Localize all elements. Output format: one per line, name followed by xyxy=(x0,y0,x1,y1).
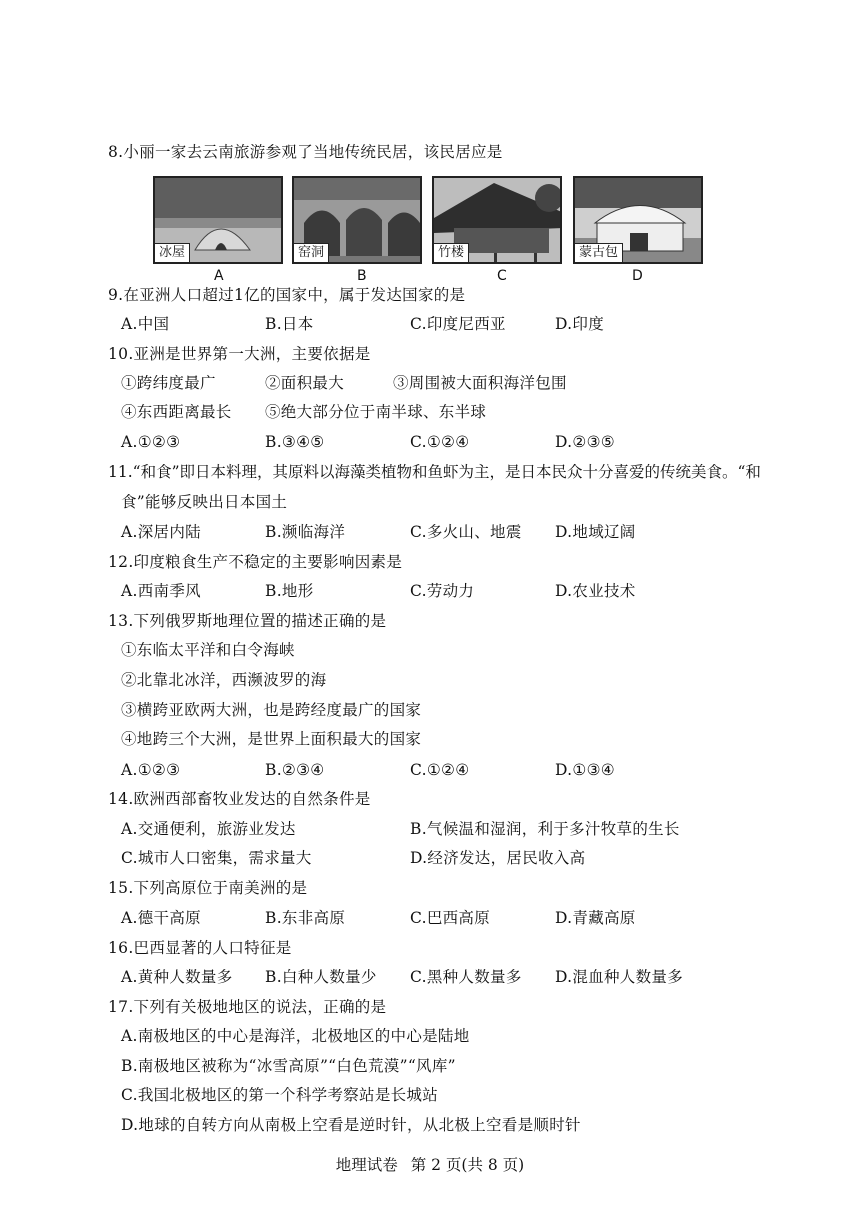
q13-option-a: A.①②③ xyxy=(121,761,181,779)
q9-option-a: A.中国 xyxy=(121,315,170,333)
q9-option-b: B.日本 xyxy=(265,315,314,333)
q13-item: ③横跨亚欧两大洲，也是跨经度最广的国家 xyxy=(121,701,422,719)
igloo-photo xyxy=(153,176,283,264)
q10-option-b: B.③④⑤ xyxy=(265,433,325,451)
q12-option-c: C.劳动力 xyxy=(410,582,475,600)
q13-item: ①东临太平洋和白令海峡 xyxy=(121,641,295,659)
q11-stem-line1: 11.“和食”即日本料理，其原料以海藻类植物和鱼虾为主，是日本民众十分喜爱的传统美食。“和 xyxy=(108,463,761,481)
q14-option-c: C.城市人口密集，需求量大 xyxy=(121,849,312,867)
option-letter: B xyxy=(357,268,367,284)
q15-option-d: D.青藏高原 xyxy=(555,909,636,927)
q14-option-a: A.交通便利，旅游业发达 xyxy=(121,820,296,838)
q10-item: ⑤绝大部分位于南半球、东半球 xyxy=(265,403,487,421)
q10-option-c: C.①②④ xyxy=(410,433,470,451)
q11-option-c: C.多火山、地震 xyxy=(410,523,522,541)
q15-stem: 15.下列高原位于南美洲的是 xyxy=(108,879,308,897)
q12-option-b: B.地形 xyxy=(265,582,314,600)
cave-dwelling-photo xyxy=(292,176,422,264)
footer-page-number: 第 2 页(共 8 页) xyxy=(410,1156,525,1174)
q9-option-d: D.印度 xyxy=(555,315,605,333)
q16-stem: 16.巴西显著的人口特征是 xyxy=(108,939,292,957)
q14-option-d: D.经济发达，居民收入高 xyxy=(410,849,586,867)
bamboo-house-photo xyxy=(432,176,562,264)
q14-stem: 14.欧洲西部畜牧业发达的自然条件是 xyxy=(108,790,371,808)
option-letter: D xyxy=(632,268,643,284)
q12-option-d: D.农业技术 xyxy=(555,582,636,600)
q11-option-a: A.深居内陆 xyxy=(121,523,201,541)
q12-option-a: A.西南季风 xyxy=(121,582,201,600)
q9-stem: 9.在亚洲人口超过1亿的国家中，属于发达国家的是 xyxy=(108,286,466,304)
q15-option-a: A.德干高原 xyxy=(121,909,201,927)
q10-stem: 10.亚洲是世界第一大洲，主要依据是 xyxy=(108,345,371,363)
option-letter: A xyxy=(214,268,224,284)
yurt-photo xyxy=(573,176,703,264)
q14-option-b: B.气候温和湿润，利于多汁牧草的生长 xyxy=(410,820,680,838)
q16-option-b: B.白种人数量少 xyxy=(265,968,377,986)
q10-option-d: D.②③⑤ xyxy=(555,433,615,451)
q10-item: ①跨纬度最广 xyxy=(121,374,216,392)
page-footer xyxy=(0,1153,860,1175)
q17-option-a: A.南极地区的中心是海洋，北极地区的中心是陆地 xyxy=(121,1027,470,1045)
photo-tag: 竹楼 xyxy=(434,243,469,262)
q13-item: ④地跨三个大洲，是世界上面积最大的国家 xyxy=(121,730,422,748)
q16-option-c: C.黑种人数量多 xyxy=(410,968,522,986)
footer-subject: 地理试卷 xyxy=(335,1156,398,1174)
q17-stem: 17.下列有关极地地区的说法，正确的是 xyxy=(108,998,387,1016)
q12-stem: 12.印度粮食生产不稳定的主要影响因素是 xyxy=(108,553,403,571)
photo-tag: 蒙古包 xyxy=(575,243,623,262)
q8-stem: 8.小丽一家去云南旅游参观了当地传统民居，该民居应是 xyxy=(108,143,503,161)
option-letter: C xyxy=(497,268,507,284)
q10-item: ④东西距离最长 xyxy=(121,403,232,421)
q15-option-b: B.东非高原 xyxy=(265,909,346,927)
q9-option-c: C.印度尼西亚 xyxy=(410,315,506,333)
q17-option-c: C.我国北极地区的第一个科学考察站是长城站 xyxy=(121,1086,439,1104)
photo-tag: 窑洞 xyxy=(294,243,329,262)
q17-option-b: B.南极地区被称为“冰雪高原”“白色荒漠”“风库” xyxy=(121,1057,456,1075)
q13-stem: 13.下列俄罗斯地理位置的描述正确的是 xyxy=(108,612,387,630)
q10-item: ③周围被大面积海洋包围 xyxy=(393,374,567,392)
q13-option-b: B.②③④ xyxy=(265,761,325,779)
q10-option-a: A.①②③ xyxy=(121,433,181,451)
photo-tag: 冰屋 xyxy=(155,243,190,262)
q13-option-d: D.①③④ xyxy=(555,761,615,779)
q11-option-d: D.地域辽阔 xyxy=(555,523,636,541)
q11-stem-line2: 食”能够反映出日本国土 xyxy=(121,493,288,511)
q15-option-c: C.巴西高原 xyxy=(410,909,491,927)
q10-item: ②面积最大 xyxy=(265,374,345,392)
q13-item: ②北靠北冰洋，西濒波罗的海 xyxy=(121,671,327,689)
q11-option-b: B.濒临海洋 xyxy=(265,523,346,541)
q16-option-a: A.黄种人数量多 xyxy=(121,968,233,986)
q16-option-d: D.混血种人数量多 xyxy=(555,968,684,986)
q13-option-c: C.①②④ xyxy=(410,761,470,779)
q17-option-d: D.地球的自转方向从南极上空看是逆时针，从北极上空看是顺时针 xyxy=(121,1116,581,1134)
